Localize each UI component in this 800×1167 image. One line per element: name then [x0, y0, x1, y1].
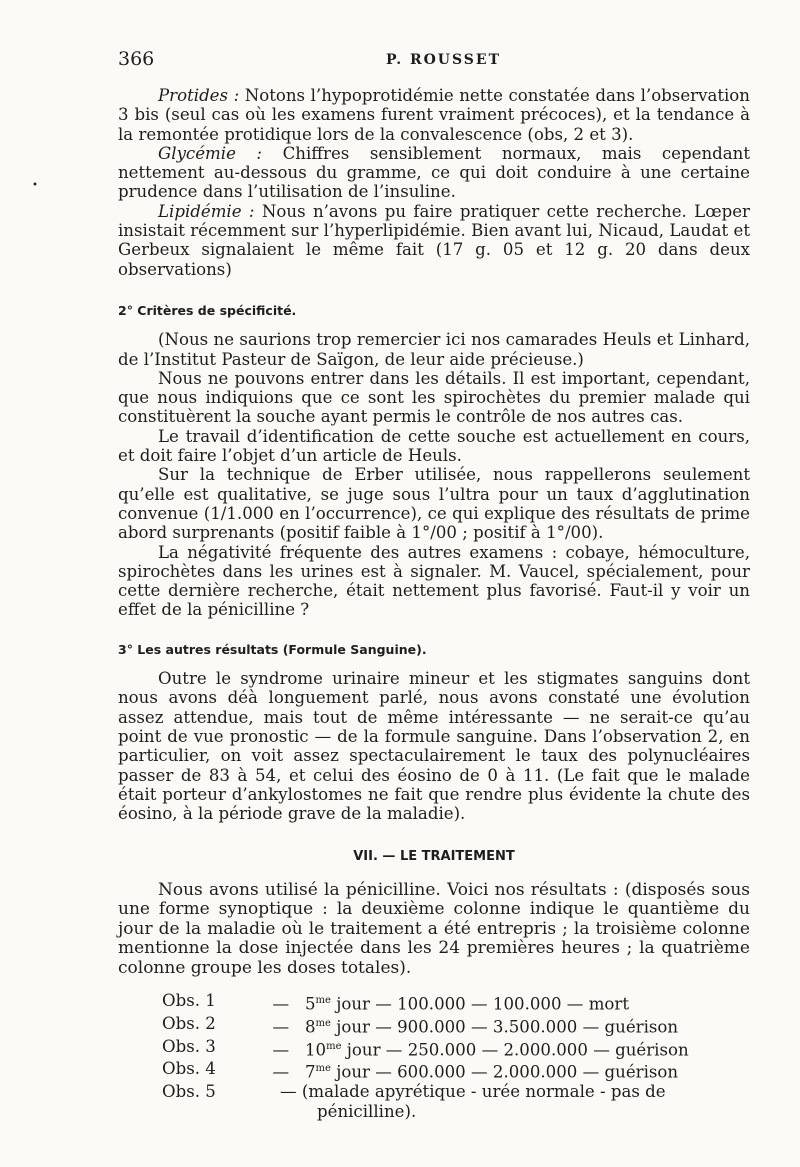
obs-total: 2.000.000	[503, 1040, 588, 1060]
obs-outcome: guérison	[615, 1040, 689, 1060]
results-row	[162, 991, 722, 1014]
label-lipidemie: Lipidémie :	[158, 201, 255, 221]
obs-sup: me	[315, 994, 331, 1006]
obs-total: 3.500.000	[492, 1017, 578, 1037]
obs-day: 7	[304, 1063, 316, 1082]
obs-outcome: mort	[588, 994, 630, 1014]
obs-note-continued: pénicilline).	[317, 1101, 417, 1121]
obs-label: Obs. 4	[162, 1059, 216, 1079]
section-heading-3: 3° Les autres résultats (Formule Sanguine).	[118, 641, 427, 657]
obs-note: — (malade apyrétique - urée normale - pas de	[280, 1082, 666, 1102]
obs-day: 10	[304, 1040, 327, 1060]
chapter-title: VII. — LE TRAITEMENT	[353, 849, 515, 865]
obs-sup: me	[326, 1040, 342, 1052]
page-header	[118, 48, 718, 72]
paragraph-technique: Sur la technique de Erber utilisée, nous rappellerons seulement qu’elle est qualitative, se juge sous l’ultra pour un taux d’agglutination convenue (1/1.000 en l’occurrence), ce qui explique des résultats de prime abord surprenants (positif faible à 1°/00 ; positif à 1°/00).	[118, 465, 750, 543]
obs-label: Obs. 2	[162, 1013, 216, 1033]
results-row	[162, 1059, 722, 1082]
paragraph-glycemie	[118, 144, 750, 202]
text-lipidemie: Nous n’avons pu faire pratiquer cette recherche. Lœper insistait récemment sur l’hyperlipidémie. Bien avant lui, Nicaud, Laudat et Gerbeux signalaient le même fait (17 g. 05 et 12 g. 20 dans deux observations)	[118, 201, 750, 279]
results-table	[162, 991, 722, 1122]
text-glycemie: Chiffres sensiblement normaux, mais cependant nettement au-dessous du gramme, ce qui doit conduire à une certaine prudence dans l’utilisation de l’insuline.	[118, 143, 751, 202]
page-number: 366	[118, 48, 155, 70]
obs-total: 100.000	[492, 994, 562, 1014]
obs-dose: 250.000	[407, 1040, 477, 1060]
obs-sup: me	[315, 1017, 331, 1029]
obs-day: 8	[304, 1017, 316, 1037]
paragraph-protides	[118, 86, 750, 144]
obs-total: 2.000.000	[492, 1063, 578, 1082]
obs-outcome: guérison	[604, 1063, 679, 1082]
obs-sup: me	[315, 1063, 331, 1075]
obs-values: — $8^{me}$ jour — 900.000 — 3.500.000 — guérison	[262, 1017, 679, 1037]
text-protides: Notons l’hypoprotidémie nette constatée dans l’observation 3 bis (seul cas où les examens furent vraiment précoces), et la tendance à la remontée protidique lors de la convalescence (obs, 2 et 3).	[118, 86, 750, 144]
obs-day: 5	[304, 994, 316, 1014]
obs-dose: 100.000	[397, 994, 466, 1014]
paragraph-acknowledgement: (Nous ne saurions trop remercier ici nos camarades Heuls et Linhard, de l’Institut Pasteur de Saïgon, de leur aide précieuse.)	[118, 330, 750, 369]
paragraph-identification: Le travail d’identification de cette souche est actuellement en cours, et doit faire l’objet d’un article de Heuls.	[118, 426, 750, 466]
obs-dose: 900.000	[397, 1017, 466, 1037]
margin-mark: •	[32, 180, 38, 191]
paragraph-traitement: Nous avons utilisé la pénicilline. Voici nos résultats : (disposés sous une forme synoptique : la deuxième colonne indique le quantième du jour de la maladie où le traitement a été entrepris ; la troisième colonne mentionne la dose injectée dans les 24 premières heures ; la quatrième colonne groupe les doses totales).	[118, 879, 750, 979]
obs-dose: 600.000	[397, 1063, 466, 1082]
paragraph-lipidemie	[118, 202, 750, 279]
obs-label: Obs. 1	[162, 990, 216, 1010]
section-heading-2: 2° Critères de spécificité.	[118, 302, 297, 318]
results-row	[162, 1014, 722, 1037]
label-glycemie: Glycémie :	[158, 143, 263, 163]
obs-label: Obs. 3	[162, 1036, 216, 1056]
obs-outcome: guérison	[604, 1017, 679, 1037]
obs-values: — $10^{me}$ jour — 250.000 — 2.000.000 — guérison	[262, 1040, 689, 1060]
results-row-5	[162, 1082, 722, 1101]
label-protides: Protides :	[158, 86, 240, 105]
obs-label: Obs. 5	[162, 1082, 216, 1102]
body-text	[118, 86, 750, 1121]
paragraph-negativite: La négativité fréquente des autres examens : cobaye, hémoculture, spirochètes dans les urines est à signaler. M. Vaucel, spécialement, pour cette dernière recherche, était nettement plus favorisé. Faut-il y voir un effet de la pénicilline ?	[118, 542, 750, 620]
obs-values: — $7^{me}$ jour — 600.000 — 2.000.000 — guérison	[262, 1063, 679, 1082]
paragraph-details: Nous ne pouvons entrer dans les détails. Il est important, cependant, que nous indiquions que ce sont les spirochètes du premier malade qui constituèrent la souche ayant permis le contrôle de nos autres cas.	[118, 368, 750, 427]
running-head: P. ROUSSET	[386, 52, 501, 68]
obs-values: — $5^{me}$ jour — 100.000 — 100.000 — mort	[262, 994, 630, 1014]
results-row	[162, 1037, 722, 1060]
paragraph-formule-sanguine: Outre le syndrome urinaire mineur et les stigmates sanguins dont nous avons déà longuement parlé, nous avons constaté une évolution assez attendue, mais tout de même intéressante — ne serait-ce qu’au point de vue pronostic — de la formule sanguine. Dans l’observation 2, en particulier, on voit assez spectaculairement le taux des polynucléaires passer de 83 à 54, et celui des éosino de 0 à 11. (Le fait que le malade était porteur d’ankylostomes ne fait que rendre plus évidente la chute des éosino, à la période grave de la maladie).	[118, 669, 750, 824]
